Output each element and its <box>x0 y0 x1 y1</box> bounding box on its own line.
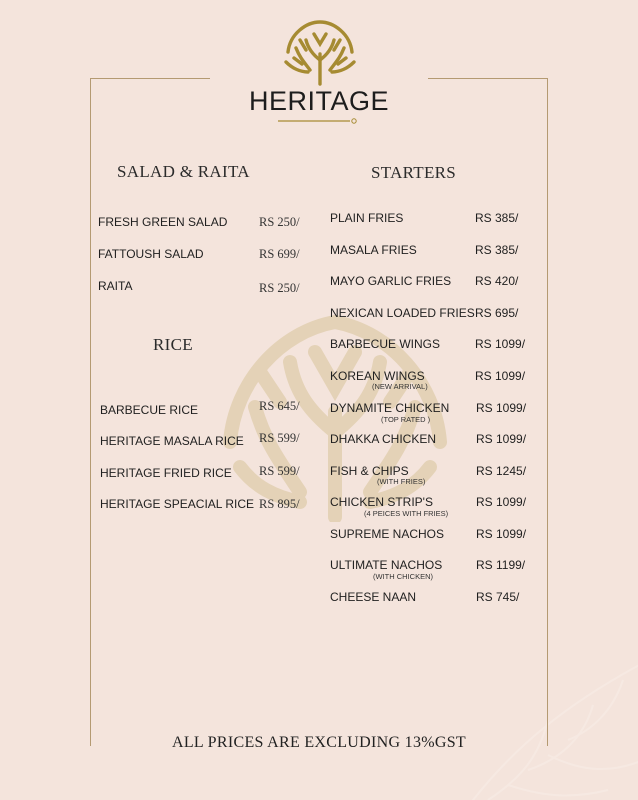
frame-top-left-border <box>90 78 210 79</box>
menu-item-price: RS 1099/ <box>476 495 527 509</box>
gst-notice: ALL PRICES ARE EXCLUDING 13%GST <box>171 734 467 751</box>
menu-item-name: SUPREME NACHOS <box>330 527 445 541</box>
section-title-starters: STARTERS <box>371 163 457 182</box>
menu-item-price: RS 1199/ <box>476 558 526 572</box>
menu-item-price: RS 1099/ <box>475 337 526 351</box>
frame-right-border <box>547 78 548 746</box>
menu-item-price: RS 745/ <box>476 590 520 604</box>
menu-item-name: MASALA FRIES <box>330 243 417 257</box>
menu-item-note: (4 PEICES WITH FRIES) <box>364 509 449 518</box>
menu-item-name: PLAIN FRIES <box>330 211 404 225</box>
frame-left-border <box>90 78 91 746</box>
menu-item-name: HERITAGE SPEACIAL RICE <box>100 497 255 511</box>
menu-item-note: (WITH FRIES) <box>377 477 426 486</box>
menu-item-price: RS 385/ <box>475 243 519 257</box>
menu-item-price: RS 699/ <box>259 247 300 261</box>
menu-item-name: DHAKKA CHICKEN <box>330 432 437 446</box>
menu-item-name: FISH & CHIPS <box>330 464 409 478</box>
menu-item-price: RS 599/ <box>259 431 300 445</box>
frame-top-right-border <box>428 78 548 79</box>
menu-item-note: (TOP RATED ) <box>381 415 431 424</box>
menu-item-name: HERITAGE FRIED RICE <box>100 466 232 480</box>
heritage-tree-logo-icon <box>278 14 362 86</box>
menu-item-price: RS 1099/ <box>476 432 527 446</box>
menu-item-name: NEXICAN LOADED FRIES <box>330 306 475 320</box>
menu-item-name: DYNAMITE CHICKEN <box>330 401 450 415</box>
menu-item-name: BARBECUE WINGS <box>330 337 441 351</box>
menu-item-name: HERITAGE MASALA RICE <box>100 434 244 448</box>
menu-item-name: KOREAN WINGS <box>330 369 425 383</box>
menu-item-price: RS 250/ <box>259 281 300 295</box>
menu-item-price: RS 1099/ <box>476 401 527 415</box>
menu-item-name: FATTOUSH SALAD <box>98 247 204 261</box>
menu-item-name: ULTIMATE NACHOS <box>330 558 443 572</box>
menu-item-price: RS 645/ <box>259 399 300 413</box>
menu-item-name: CHICKEN STRIP'S <box>330 495 433 509</box>
menu-item-note: (WITH CHICKEN) <box>373 572 433 581</box>
menu-item-price: RS 1245/ <box>476 464 527 478</box>
menu-item-price: RS 895/ <box>259 497 300 511</box>
menu-item-price: RS 420/ <box>475 274 519 288</box>
section-title-salad: SALAD & RAITA <box>117 162 250 181</box>
menu-item-name: MAYO GARLIC FRIES <box>330 274 452 288</box>
menu-item-note: (NEW ARRIVAL) <box>372 382 428 391</box>
menu-item-price: RS 250/ <box>259 215 300 229</box>
background-leaf-decoration <box>418 610 638 800</box>
menu-item-price: RS 599/ <box>259 464 300 478</box>
brand-name: HERITAGE <box>248 86 389 116</box>
menu-item-price: RS 385/ <box>475 211 519 225</box>
brand-underline-flourish <box>278 118 362 124</box>
menu-item-price: RS 695/ <box>475 306 519 320</box>
menu-item-price: RS 1099/ <box>475 369 526 383</box>
menu-item-name: RAITA <box>98 279 133 293</box>
menu-item-name: FRESH GREEN SALAD <box>98 215 228 229</box>
menu-item-price: RS 1099/ <box>476 527 527 541</box>
section-title-rice: RICE <box>153 335 193 354</box>
menu-item-name: CHEESE NAAN <box>330 590 417 604</box>
menu-item-name: BARBECUE RICE <box>100 403 199 417</box>
